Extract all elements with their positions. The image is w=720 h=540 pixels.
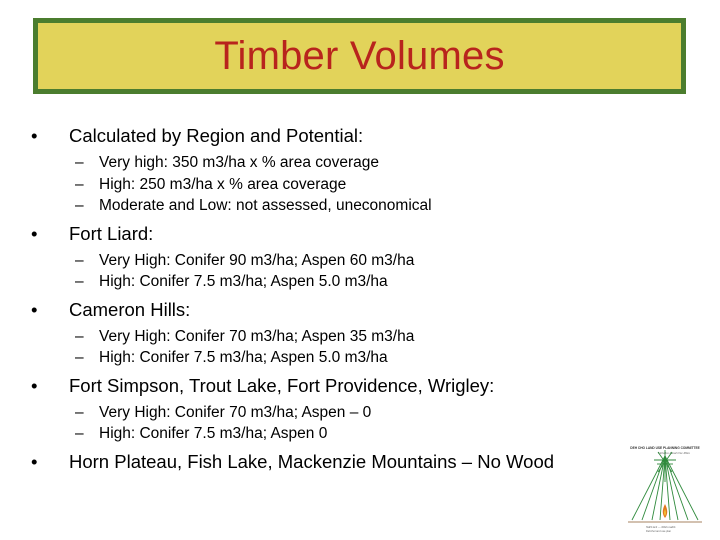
bullet-symbol: • xyxy=(31,222,38,244)
bullet-text: Cameron Hills: xyxy=(69,298,191,320)
bullet-item xyxy=(30,375,700,397)
bullet-text: Calculated by Region and Potential: xyxy=(69,125,364,146)
sub-item xyxy=(75,271,700,293)
bullet-group xyxy=(30,451,700,473)
svg-text:Dehcho land use plan: Dehcho land use plan xyxy=(646,530,672,533)
sub-list xyxy=(30,402,700,445)
sub-item xyxy=(75,152,700,174)
title-box xyxy=(33,18,686,94)
dash-symbol: – xyxy=(75,327,84,345)
bullet-item xyxy=(30,299,700,321)
logo-plan-text: Dehcho Land Use Plan xyxy=(658,451,690,455)
sub-text: Moderate and Low: not assessed, uneconomical xyxy=(99,197,432,214)
sub-list xyxy=(30,326,700,369)
sub-item xyxy=(75,250,700,272)
dash-symbol: – xyxy=(75,251,84,269)
sub-text: High: Conifer 7.5 m3/ha; Aspen 5.0 m3/ha xyxy=(99,349,388,366)
bullet-symbol: • xyxy=(31,450,38,472)
dash-symbol: – xyxy=(75,197,84,214)
sub-list xyxy=(30,152,700,217)
sub-text: Very High: Conifer 70 m3/ha; Aspen 35 m3/ha xyxy=(99,327,415,345)
bullet-item xyxy=(30,451,700,473)
sub-item xyxy=(75,423,700,445)
dash-symbol: – xyxy=(75,403,84,421)
bullet-symbol: • xyxy=(31,374,38,396)
dash-symbol: – xyxy=(75,154,84,171)
sub-text: Very High: Conifer 70 m3/ha; Aspen – 0 xyxy=(99,403,372,421)
sub-item xyxy=(75,195,700,217)
logo-org-text: DEH CHO LAND USE PLANNING COMMITTEE xyxy=(630,446,700,450)
sub-text: Very High: Conifer 90 m3/ha; Aspen 60 m3/ha xyxy=(99,251,415,269)
bullet-item xyxy=(30,125,700,147)
sub-text: High: Conifer 7.5 m3/ha; Aspen 5.0 m3/ha xyxy=(99,273,388,290)
bullet-group xyxy=(30,125,700,217)
dehcho-logo-icon xyxy=(624,442,706,534)
bullet-text: Fort Liard: xyxy=(69,222,154,244)
bullet-item xyxy=(30,223,700,245)
bullet-symbol: • xyxy=(31,125,38,146)
bullet-text: Horn Plateau, Fish Lake, Mackenzie Mountains – No Wood xyxy=(69,450,555,472)
dash-symbol: – xyxy=(75,273,84,290)
svg-text:Ndéh keh — Ndeh nadih: Ndéh keh — Ndeh nadih xyxy=(646,525,676,529)
dash-symbol: – xyxy=(75,425,84,442)
sub-item xyxy=(75,174,700,196)
sub-text: Very high: 350 m3/ha x % area coverage xyxy=(99,154,380,171)
sub-item xyxy=(75,402,700,424)
sub-text: High: 250 m3/ha x % area coverage xyxy=(99,175,347,193)
sub-item xyxy=(75,347,700,369)
sub-text: High: Conifer 7.5 m3/ha; Aspen 0 xyxy=(99,425,328,442)
bullet-symbol: • xyxy=(31,298,38,320)
bullet-text: Fort Simpson, Trout Lake, Fort Providence, Wrigley: xyxy=(69,374,495,396)
bullet-group xyxy=(30,223,700,293)
sub-list xyxy=(30,250,700,293)
bullet-list xyxy=(30,125,700,479)
dash-symbol: – xyxy=(75,175,84,193)
slide-title: Timber Volumes xyxy=(214,33,505,78)
dash-symbol: – xyxy=(75,349,84,366)
bullet-group xyxy=(30,299,700,369)
sub-item xyxy=(75,326,700,348)
bullet-group xyxy=(30,375,700,445)
